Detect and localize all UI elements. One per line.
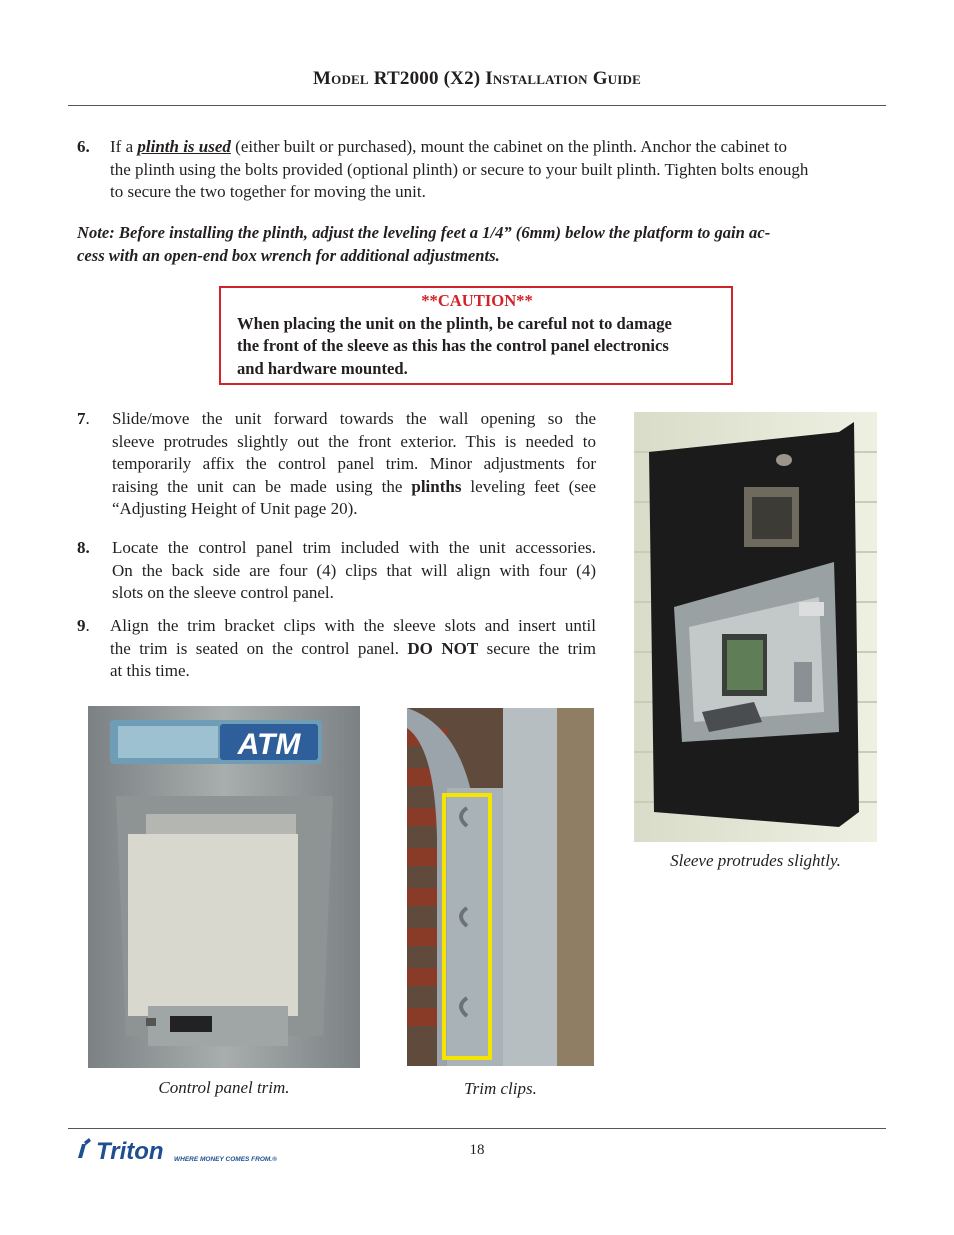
caution-line-1: When placing the unit on the plinth, be careful not to damage xyxy=(237,313,672,333)
trim-photo-image xyxy=(88,706,360,1068)
sleeve-photo-image xyxy=(634,412,877,842)
note-line-2: cess with an open-end box wrench for additional adjustments. xyxy=(77,246,500,265)
step-6-number: 6. xyxy=(77,137,90,156)
step-8-text: Locate the control panel trim included with the unit accessories. On the back side are four (4) clips that will align with four (4) slots on the sleeve control panel. xyxy=(112,538,596,603)
sleeve-photo xyxy=(634,412,877,842)
footer-rule xyxy=(68,1128,886,1129)
step-6-line-3: to secure the two together for moving the unit. xyxy=(110,182,426,201)
caution-line-2: the front of the sleeve as this has the control panel electronics xyxy=(237,336,669,356)
note-line-1: Note: Before installing the plinth, adjust the leveling feet a 1/4” (6mm) below the platform to gain ac- xyxy=(77,223,771,242)
plinth-link: plinth is used xyxy=(137,137,231,156)
step-9-text: Align the trim bracket clips with the sleeve slots and insert until the trim is seated on the control panel. DO NOT secure the trim at this time. xyxy=(110,616,596,681)
step-9-number: 9. xyxy=(77,616,90,635)
page-number: 18 xyxy=(469,1142,485,1158)
caution-box xyxy=(219,286,733,385)
atm-sign-text: ATM xyxy=(237,728,301,761)
trim-caption: Control panel trim. xyxy=(158,1078,290,1097)
step-7-number: 7. xyxy=(77,409,90,428)
clips-caption: Trim clips. xyxy=(464,1079,537,1098)
page-header-title: Model RT2000 (X2) Installation Guide xyxy=(313,68,641,89)
caution-line-3: and hardware mounted. xyxy=(237,358,408,378)
clips-photo xyxy=(407,708,594,1066)
step-8-number: 8. xyxy=(77,538,90,557)
svg-text:Triton: Triton xyxy=(96,1138,164,1165)
header-rule xyxy=(68,105,886,106)
step-6-line-2: the plinth using the bolts provided (optional plinth) or secure to your built plinth. Tighten bolts enough xyxy=(110,160,809,179)
caution-title: **CAUTION** xyxy=(421,291,533,310)
clips-photo-image xyxy=(407,708,594,1066)
step-6-line-1: If a plinth is used (either built or purchased), mount the cabinet on the plinth. Anchor the cabinet to xyxy=(110,137,788,156)
sleeve-caption: Sleeve protrudes slightly. xyxy=(670,851,841,870)
step-7-text: Slide/move the unit forward towards the wall opening so the sleeve protrudes slightly out the front exterior. This is needed to temporarily affix the control panel trim. Minor adjustments for raising the unit can be made using the plinths leveling feet (see “Adjusting Height of Unit page 20). xyxy=(112,409,596,519)
trim-photo xyxy=(88,706,360,1068)
svg-text:WHERE MONEY COMES FROM.®: WHERE MONEY COMES FROM.® xyxy=(174,1156,277,1163)
